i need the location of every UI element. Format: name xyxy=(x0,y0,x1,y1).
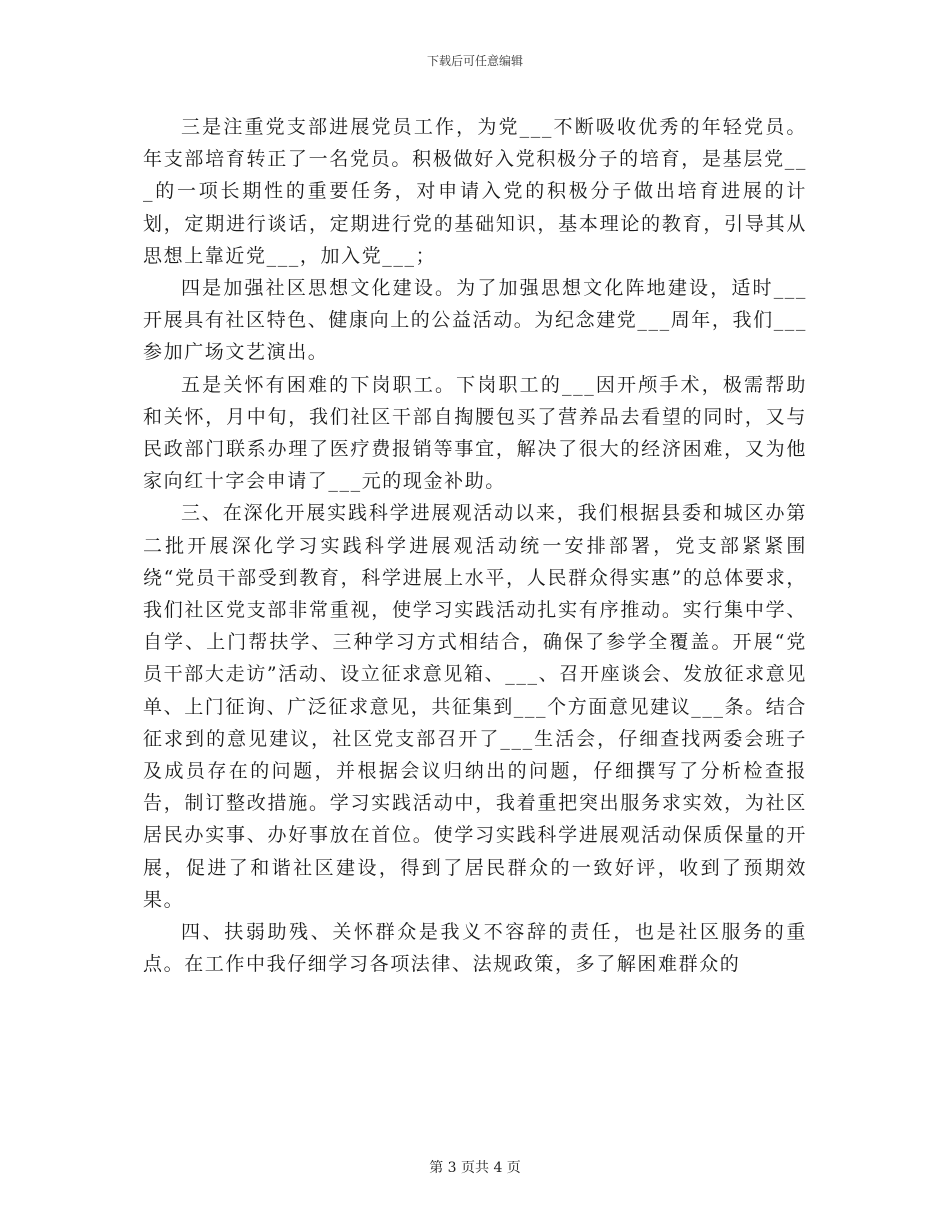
page-footer: 第 3 页共 4 页 xyxy=(429,1160,521,1176)
paragraph-culture-construction: 四是加强社区思想文化建设。为了加强思想文化阵地建设，适时___开展具有社区特色、健康向上的公益活动。为纪念建党___周年，我们___参加广场文艺演出。 xyxy=(143,277,808,364)
paragraph-laid-off-workers: 五是关怀有困难的下岗职工。下岗职工的___因开颅手术，极需帮助和关怀，月中旬，我们社区干部自掏腰包买了营养品去看望的同时，又与民政部门联系办理了医疗费报销等事宜，解决了很大的经济困难，又为他家向红十字会申请了___元的现金补助。 xyxy=(143,373,807,493)
paragraph-party-member-development: 三是注重党支部进展党员工作，为党___不断吸收优秀的年轻党员。年支部培育转正了一名党员。积极做好入党积极分子的培育，是基层党___的一项长期性的重要任务，对申请入党的积极分子做出培育进展的计划，定期进行谈话，定期进行党的基础知识，基本理论的教育，引导其从思想上靠近党___，加入党___； xyxy=(143,116,807,267)
paragraph-scientific-development: 三、在深化开展实践科学进展观活动以来，我们根据县委和城区办第二批开展深化学习实践科学进展观活动统一安排部署，党支部紧紧围绕“党员干部受到教育，科学进展上水平，人民群众得实惠”的总体要求，我们社区党支部非常重视，使学习实践活动扎实有序推动。实行集中学、自学、上门帮扶学、三种学习方式相结合，确保了参学全覆盖。开展“党员干部大走访”活动、设立征求意见箱、___、召开座谈会、发放征求意见单、上门征询、广泛征求意见，共征集到___个方面意见建议___条。结合征求到的意见建议，社区党支部召开了___生活会，仔细查找两委会班子及成员存在的问题，并根据会议归纳出的问题，仔细撰写了分析检查报告，制订整改措施。学习实践活动中，我着重把突出服务求实效，为社区居民办实事、办好事放在首位。使学习实践科学进展观活动保质保量的开展，促进了和谐社区建设，得到了居民群众的一致好评，收到了预期效果。 xyxy=(143,502,808,911)
document-body xyxy=(143,111,807,980)
page-header: 下载后可任意编辑 xyxy=(426,54,523,68)
paragraph-helping-disadvantaged: 四、扶弱助残、关怀群众是我义不容辞的责任，也是社区服务的重点。在工作中我仔细学习各项法律、法规政策，多了解困难群众的 xyxy=(143,921,807,976)
